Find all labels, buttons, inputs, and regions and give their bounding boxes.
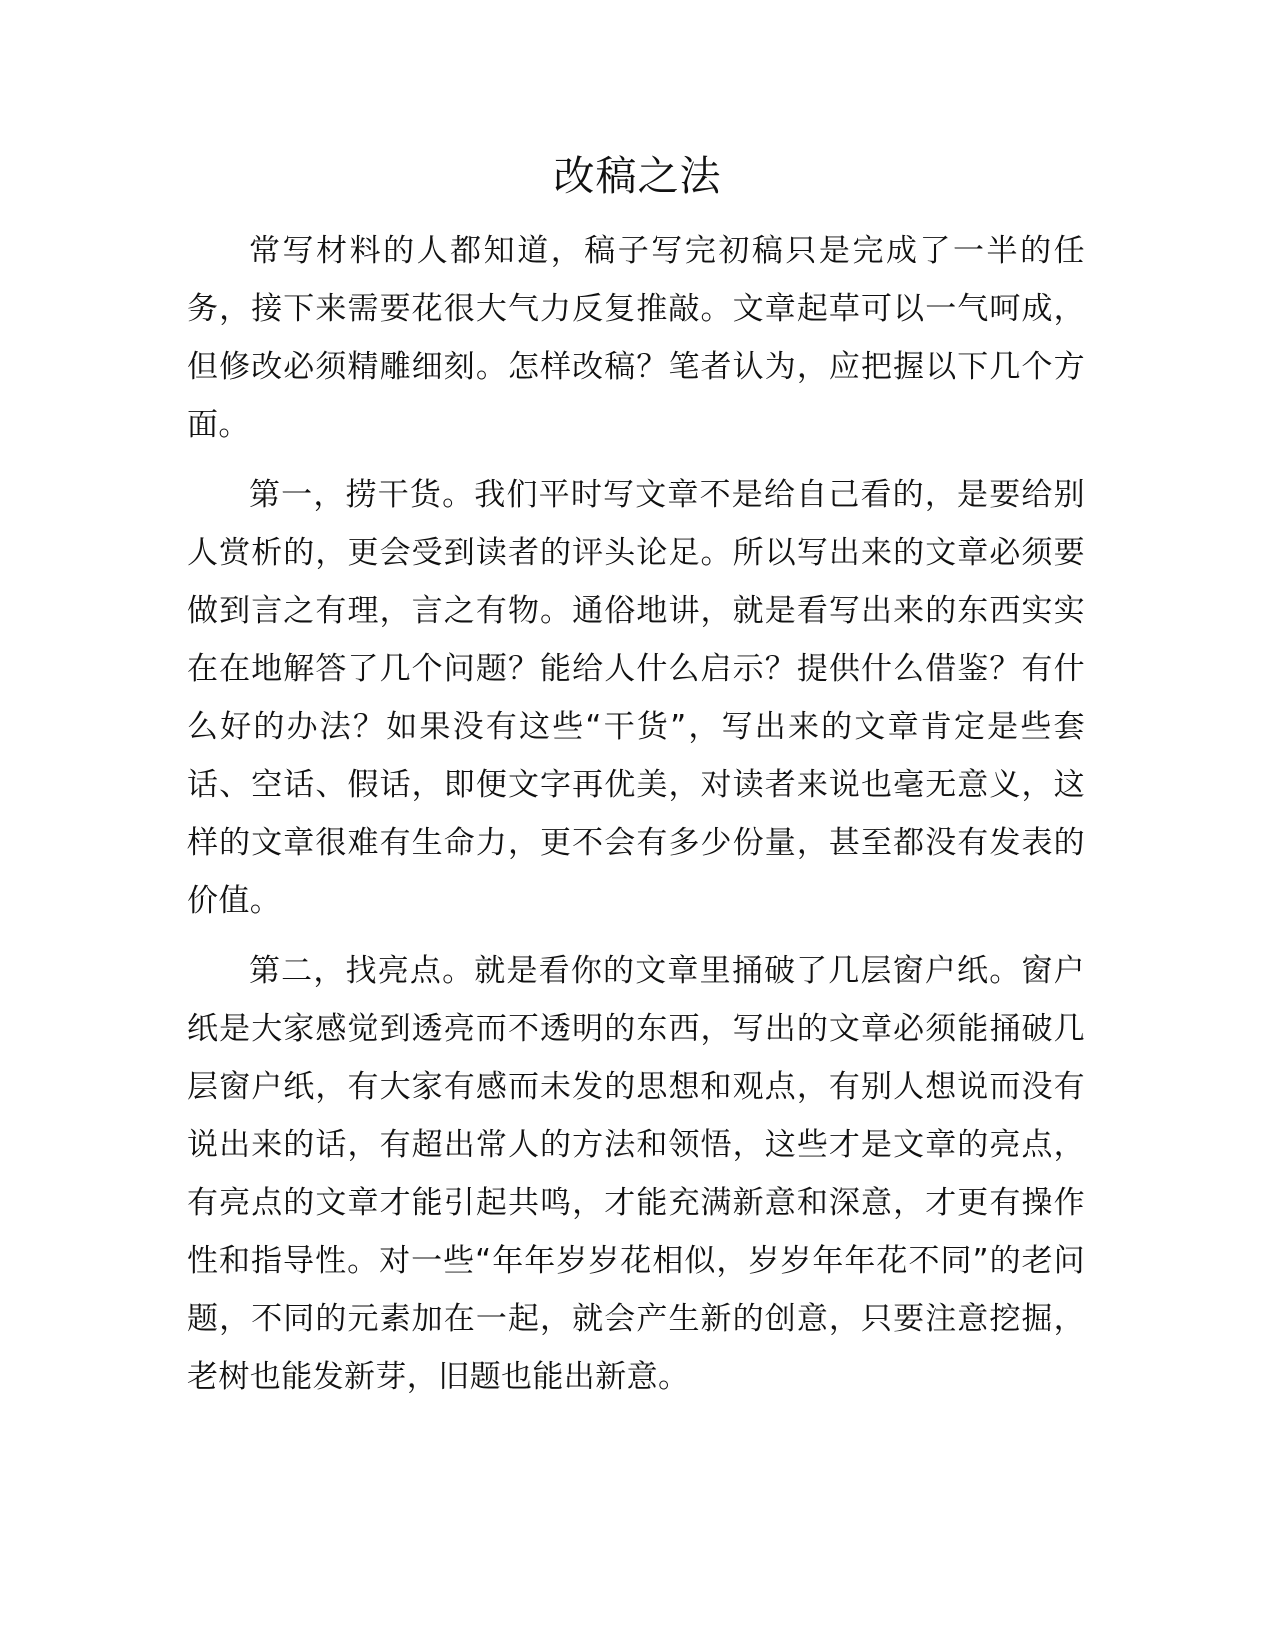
paragraph-second-point: 第二，找亮点。就是看你的文章里捅破了几层窗户纸。窗户纸是大家感觉到透亮而不透明的东西，写出的文章必须能捅破几层窗户纸，有大家有感而未发的思想和观点，有别人想说而没有说出来的话，有超出常人的方法和领悟，这些才是文章的亮点，有亮点的文章才能引起共鸣，才能充满新意和深意，才更有操作性和指导性。对一些“年年岁岁花相似，岁岁年年花不同”的老问题，不同的元素加在一起，就会产生新的创意，只要注意挖掘，老树也能发新芽，旧题也能出新意。 xyxy=(187,953,1085,1395)
paragraph-first-point: 第一，捞干货。我们平时写文章不是给自己看的，是要给别人赏析的，更会受到读者的评头论足。所以写出来的文章必须要做到言之有理，言之有物。通俗地讲，就是看写出来的东西实实在在地解答了几个问题？能给人什么启示？提供什么借鉴？有什么好的办法？如果没有这些“干货”，写出来的文章肯定是些套话、空话、假话，即便文字再优美，对读者来说也毫无意义，这样的文章很难有生命力，更不会有多少份量，甚至都没有发表的价值。 xyxy=(187,477,1085,919)
document-title: 改稿之法 xyxy=(553,152,722,200)
document-body xyxy=(187,222,1085,1418)
paragraph-intro: 常写材料的人都知道，稿子写完初稿只是完成了一半的任务，接下来需要花很大气力反复推敲。文章起草可以一气呵成，但修改必须精雕细刻。怎样改稿？笔者认为，应把握以下几个方面。 xyxy=(187,233,1085,443)
